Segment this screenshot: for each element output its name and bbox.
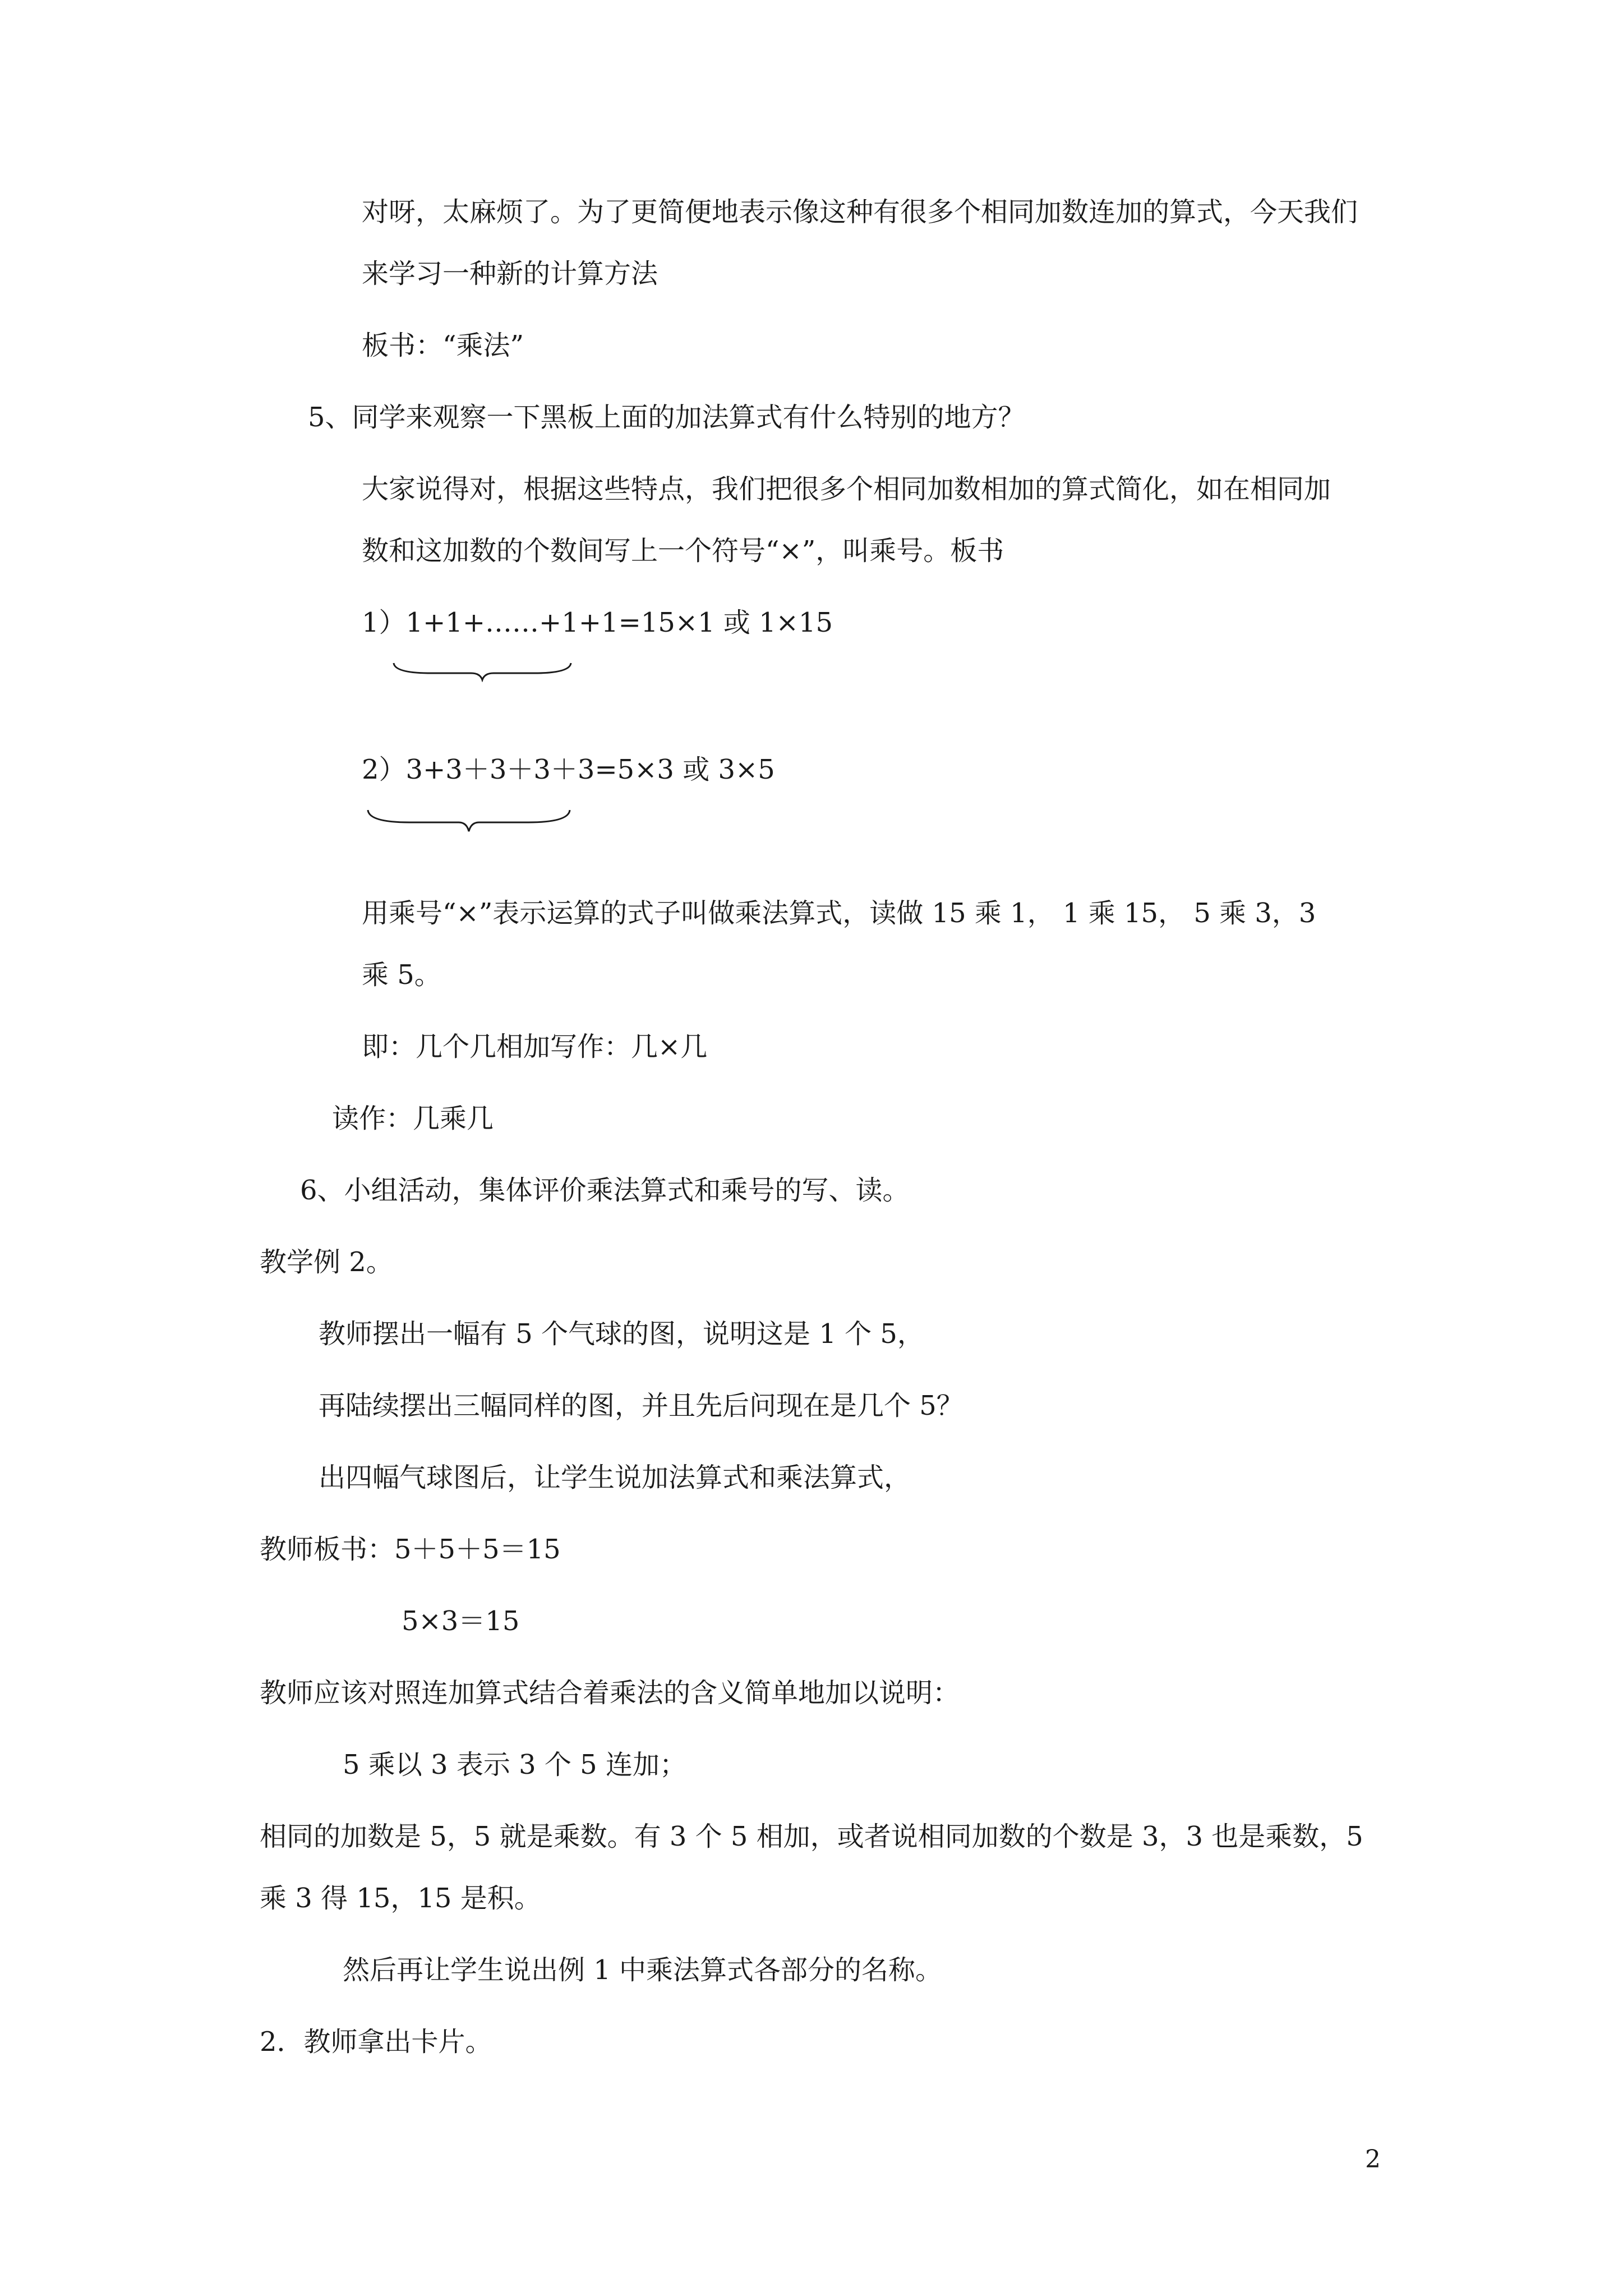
text-line-16: 再陆续摆出三幅同样的图，并且先后问现在是几个 5？: [319, 1390, 963, 1421]
text-line-19: 5×3＝15: [402, 1605, 520, 1637]
text-line-4: 5、同学来观察一下黑板上面的加法算式有什么特别的地方？: [308, 402, 1025, 433]
underbrace-2: [366, 807, 573, 835]
text-line-17: 出四幅气球图后，让学生说加法算式和乘法算式，: [319, 1462, 911, 1493]
text-line-24: 然后再让学生说出例 1 中乘法算式各部分的名称。: [343, 1954, 943, 1986]
text-line-11: 即：几个几相加写作：几×几: [362, 1031, 708, 1062]
text-line-12: 读作：几乘几: [332, 1103, 494, 1134]
text-line-22: 相同的加数是 5，5 就是乘数。有 3 个 5 相加，或者说相同加数的个数是 3，3 也是乘数，5: [260, 1821, 1363, 1852]
text-line-13: 6、小组活动，集体评价乘法算式和乘号的写、读。: [300, 1175, 910, 1206]
text-line-21: 5 乘以 3 表示 3 个 5 连加；: [343, 1749, 686, 1780]
text-line-18: 教师板书：5＋5＋5＝15: [260, 1534, 561, 1565]
text-line-1: 对呀，太麻烦了。为了更简便地表示像这种有很多个相同加数连加的算式，今天我们: [362, 196, 1358, 228]
text-line-2: 来学习一种新的计算方法: [362, 258, 658, 289]
text-line-5: 大家说得对，根据这些特点，我们把很多个相同加数相加的算式简化，如在相同加: [362, 473, 1331, 505]
equation-1: 1）1+1+……+1+1=15×1 或 1×15: [362, 607, 833, 638]
text-line-3: 板书：“乘法”: [362, 330, 524, 361]
section-heading: 教学例 2。: [260, 1246, 393, 1278]
text-line-15: 教师摆出一幅有 5 个气球的图，说明这是 1 个 5，: [319, 1318, 924, 1350]
text-line-6: 数和这加数的个数间写上一个符号“×”，叫乘号。板书: [362, 535, 1004, 567]
text-line-9: 用乘号“×”表示运算的式子叫做乘法算式，读做 15 乘 1， 1 乘 15， 5 乘 3，3: [362, 898, 1316, 929]
text-line-20: 教师应该对照连加算式结合着乘法的含义简单地加以说明：: [260, 1677, 960, 1709]
text-line-10: 乘 5。: [362, 959, 441, 991]
text-line-23: 乘 3 得 15，15 是积。: [260, 1883, 541, 1914]
text-line-25: 2．教师拿出卡片。: [260, 2026, 492, 2058]
page-number: 2: [1365, 2145, 1381, 2174]
underbrace-1: [391, 660, 574, 682]
equation-2: 2）3+3＋3＋3＋3=5×3 或 3×5: [362, 754, 775, 785]
